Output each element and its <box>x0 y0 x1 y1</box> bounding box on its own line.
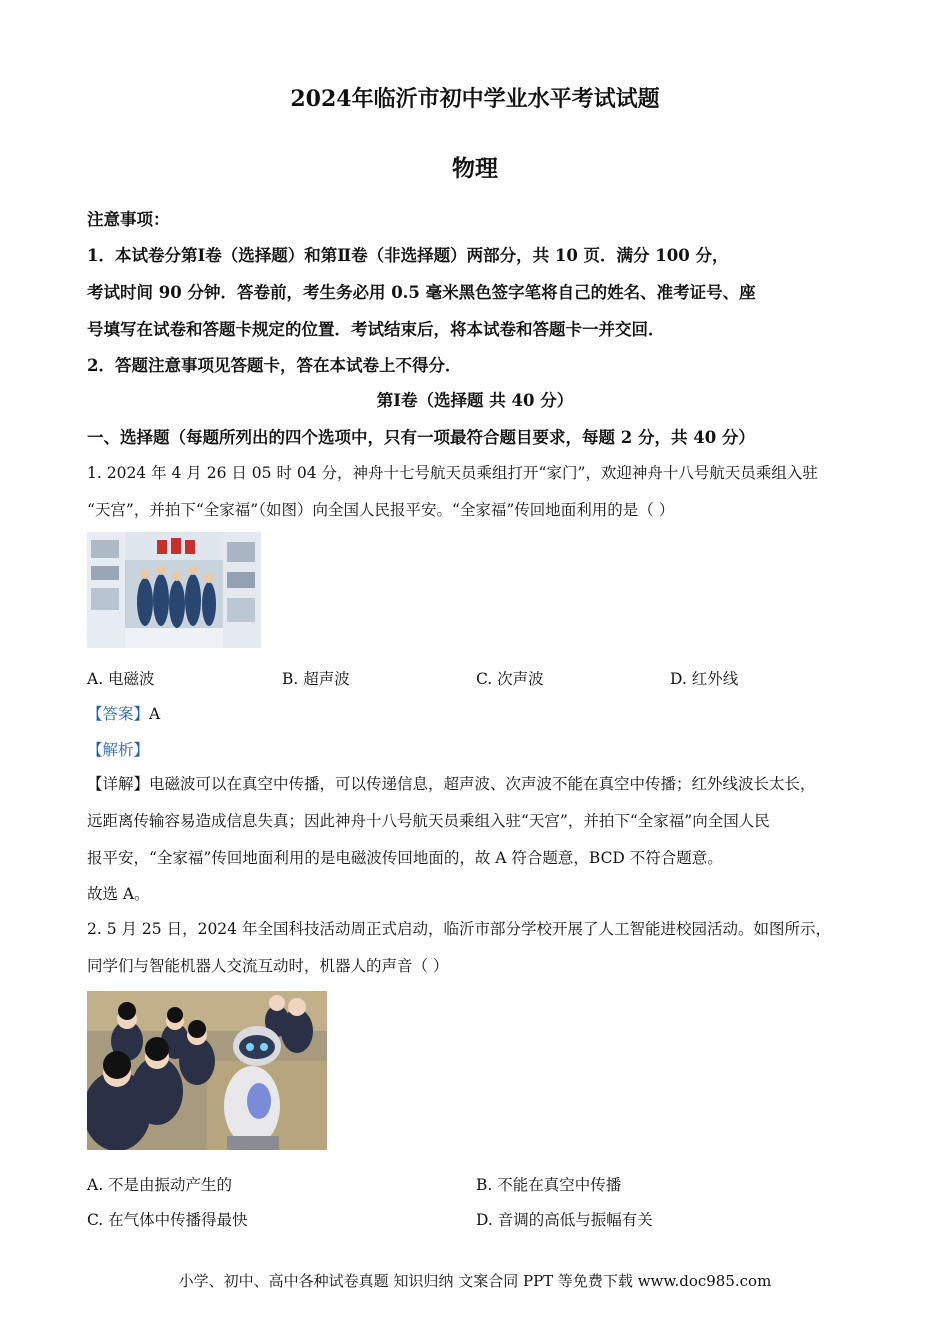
answer-value: A <box>149 705 161 723</box>
analysis-tag: 【解析】 <box>87 741 150 759</box>
q1-option-d: D. 红外线 <box>670 670 739 688</box>
notice-line-3: 号填写在试卷和答题卡规定的位置．考试结束后，将本试卷和答题卡一并交回． <box>87 320 665 339</box>
answer-tag: 【答案】 <box>87 705 150 723</box>
notice-line-1: 1．本试卷分第Ⅰ卷（选择题）和第Ⅱ卷（非选择题）两部分，共 10 页．满分 100 分， <box>87 246 729 265</box>
q2-robot-classroom-photo <box>87 991 327 1150</box>
q1-space-station-photo <box>87 532 261 648</box>
q1-detail-line-3: 报平安，“全家福”传回地面利用的是电磁波传回地面的，故 A 符合题意，BCD 不符合题意。 <box>87 849 723 867</box>
q1-option-b: B. 超声波 <box>282 670 350 688</box>
q1-conclusion: 故选 A。 <box>87 885 150 903</box>
q2-option-d: D. 音调的高低与振幅有关 <box>476 1211 653 1229</box>
volume-title: 第Ⅰ卷（选择题 共 40 分） <box>376 391 574 410</box>
q1-detail-line-1: 【详解】电磁波可以在真空中传播，可以传递信息，超声波、次声波不能在真空中传播；红外线波长太长， <box>87 775 816 793</box>
footer-text: 小学、初中、高中各种试卷真题 知识归纳 文案合同 PPT 等免费下载 www.doc985.com <box>178 1272 772 1290</box>
q2-stem-line-1: 2. 5 月 25 日，2024 年全国科技活动周正式启动，临沂市部分学校开展了人工智能进校园活动。如图所示， <box>87 920 831 938</box>
exam-title: 2024年临沂市初中学业水平考试试题 <box>290 86 660 112</box>
q1-stem-line-1: 1. 2024 年 4 月 26 日 05 时 04 分，神舟十七号航天员乘组打开“家门”，欢迎神舟十八号航天员乘组入驻 <box>87 464 818 482</box>
part-title: 一、选择题（每题所列出的四个选项中，只有一项最符合题目要求，每题 2 分，共 40 分） <box>87 428 755 447</box>
q2-option-b: B. 不能在真空中传播 <box>476 1176 622 1194</box>
q2-stem-line-2: 同学们与智能机器人交流互动时，机器人的声音（ ） <box>87 957 449 975</box>
q2-option-a: A. 不是由振动产生的 <box>87 1176 233 1194</box>
notice-heading: 注意事项： <box>87 210 170 229</box>
q2-option-c: C. 在气体中传播得最快 <box>87 1211 248 1229</box>
q1-option-c: C. 次声波 <box>476 670 544 688</box>
q1-stem-line-2: “天宫”，并拍下“全家福”（如图）向全国人民报平安。“全家福”传回地面利用的是（ ） <box>87 501 675 519</box>
notice-line-2: 考试时间 90 分钟．答卷前，考生务必用 0.5 毫米黑色签字笔将自己的姓名、准考证号、座 <box>87 283 756 302</box>
q1-detail-line-2: 远距离传输容易造成信息失真；因此神舟十八号航天员乘组入驻“天宫”，并拍下“全家福”向全国人民 <box>87 812 770 830</box>
notice-line-4: 2．答题注意事项见答题卡，答在本试卷上不得分． <box>87 356 462 375</box>
q1-option-a: A. 电磁波 <box>87 670 155 688</box>
q1-answer <box>87 702 160 724</box>
subject-title: 物理 <box>452 155 498 182</box>
detail-tag: 【详解】 <box>87 775 150 793</box>
